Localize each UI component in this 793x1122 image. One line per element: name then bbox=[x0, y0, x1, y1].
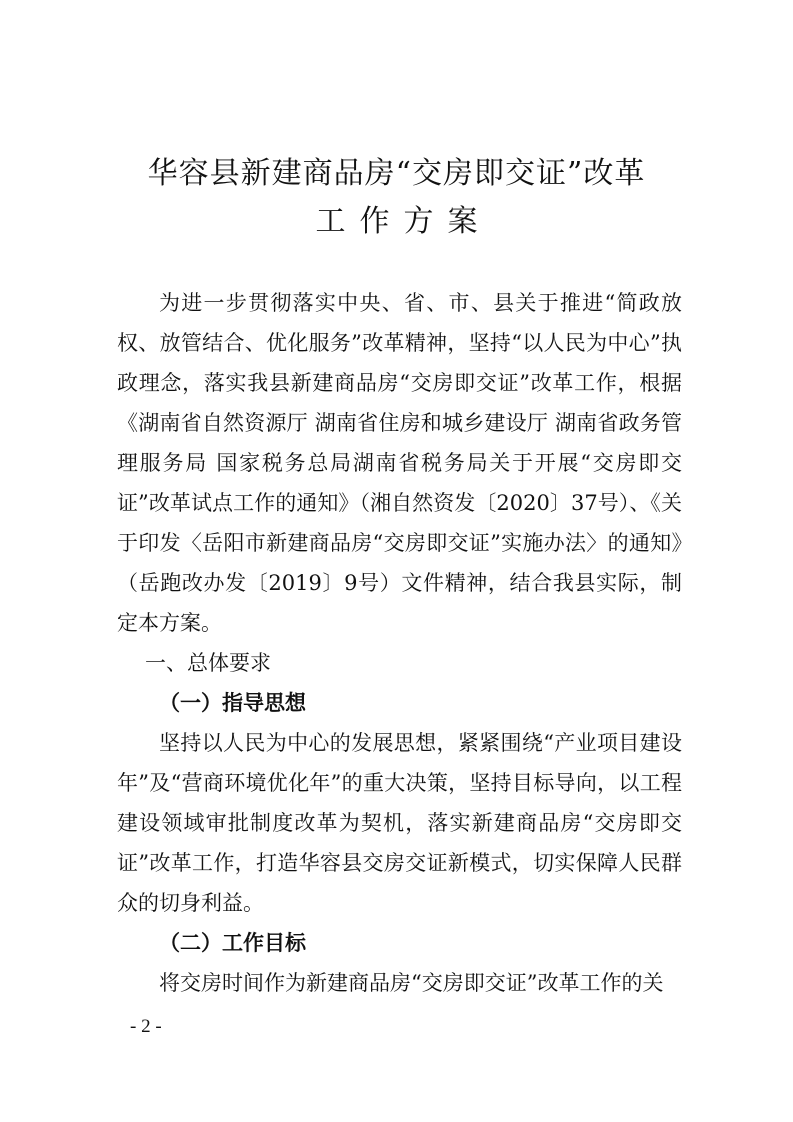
guiding-ideology-paragraph: 坚持以人民为中心的发展思想，紧紧围绕“产业项目建设年”及“营商环境优化年”的重大决策，坚持目标导向，以工程建设领域审批制度改革为契机，落实新建商品房“交房即交证”改革工作，打造华容县交房交证新模式，切实保障人民群众的切身利益。 bbox=[117, 731, 682, 915]
page-number: - 2 - bbox=[130, 1016, 162, 1037]
intro-paragraph: 为进一步贯彻落实中央、省、市、县关于推进“简政放权、放管结合、优化服务”改革精神，坚持“以人民为中心”执政理念，落实我县新建商品房“交房即交证”改革工作，根据《湖南省自然资源厅 湖南省住房和城乡建设厅 湖南省政务管理服务局 国家税务总局湖南省税务局关于开展“交房即交证”改革试点工作的通知》（湘自然资发〔2020〕37号）、《关于印发〈岳阳市新建商品房“交房即交证”实施办法〉的通知》（岳跑改办发〔2019〕9号）文件精神，结合我县实际，制定本方案。 bbox=[117, 291, 682, 635]
section-heading-overall-requirements: 一、总体要求 bbox=[145, 651, 271, 675]
subsection-heading-guiding-ideology: （一）指导思想 bbox=[159, 691, 306, 715]
document-title-line2: 工作方案 bbox=[315, 204, 492, 239]
document-title-line1: 华容县新建商品房“交房即交证”改革 bbox=[147, 156, 646, 191]
work-goals-paragraph: 将交房时间作为新建商品房“交房即交证”改革工作的关 bbox=[159, 971, 664, 995]
document-body bbox=[117, 283, 682, 1003]
subsection-heading-work-goals: （二）工作目标 bbox=[159, 931, 306, 955]
